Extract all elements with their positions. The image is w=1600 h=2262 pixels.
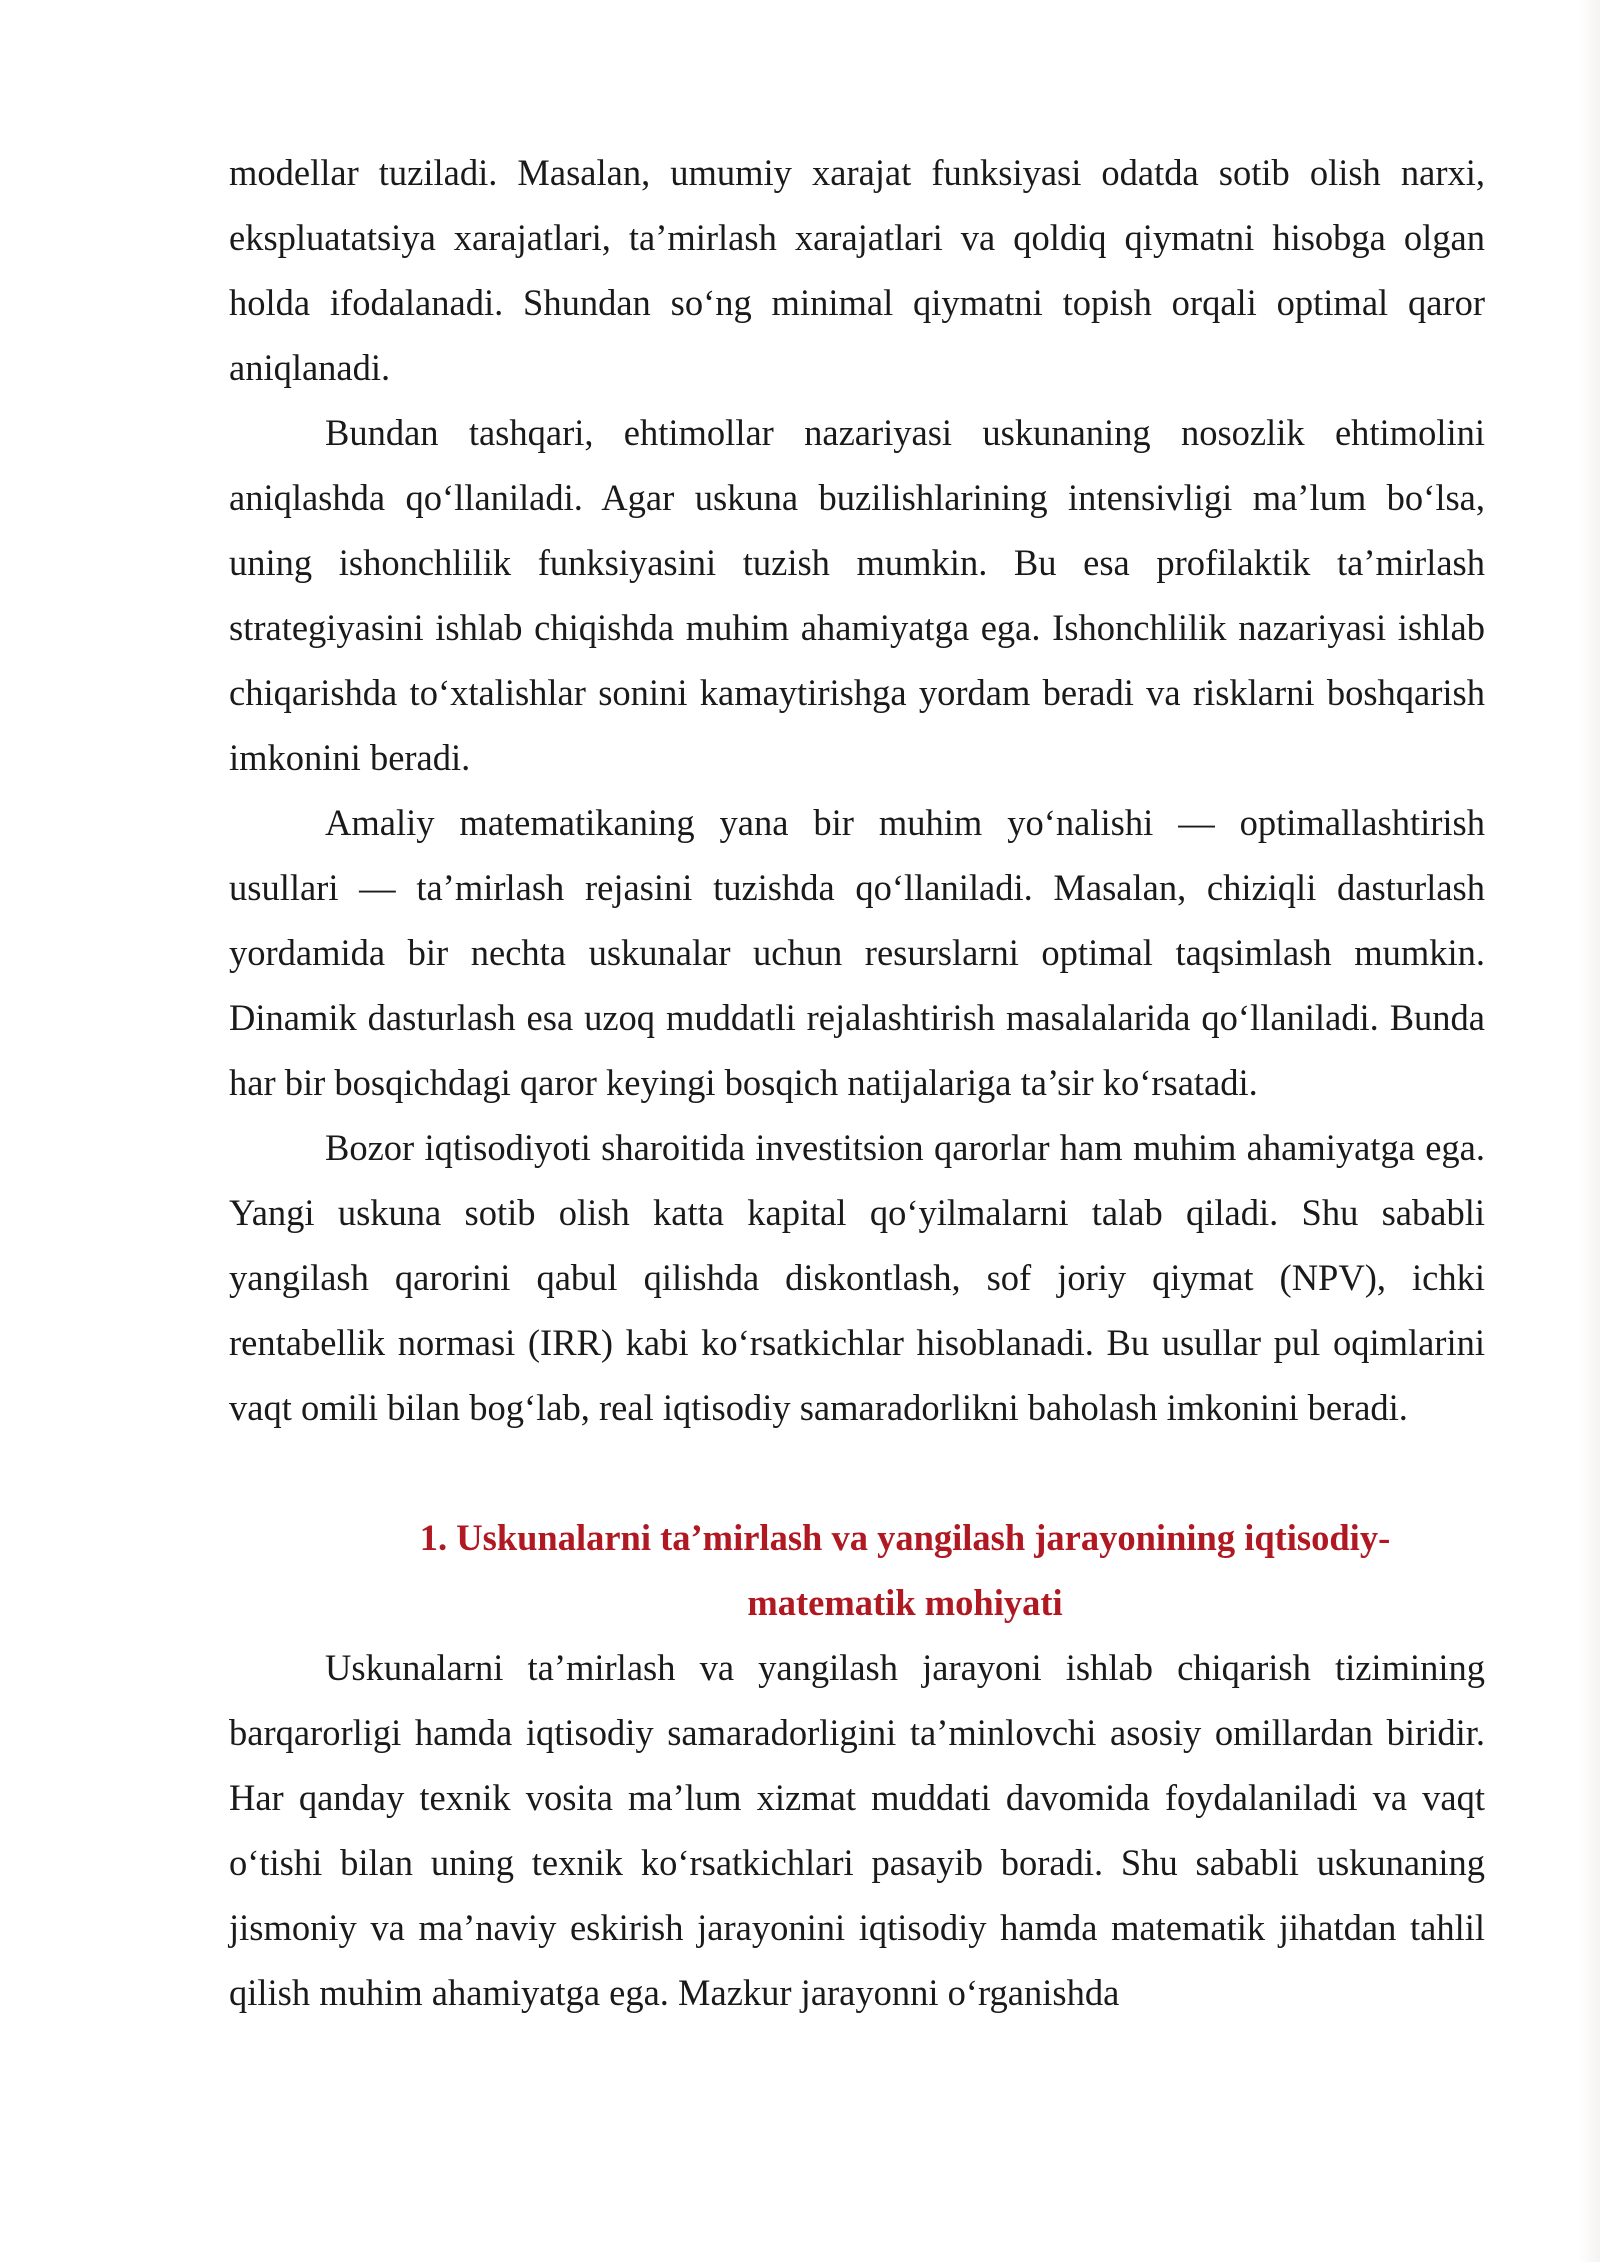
section-heading-line-1: 1. Uskunalarni ta’mirlash va yangilash jarayonining iqtisodiy- <box>419 1517 1391 1558</box>
paragraph-investment-decisions: Bozor iqtisodiyoti sharoitida investitsion qarorlar ham muhim ahamiyatga ega. Yangi uskuna sotib olish katta kapital qo‘yilmalarni talab qiladi. Shu sababli yangilash qarorini qabul qilishda diskontlash, sof joriy qiymat (NPV), ichki rentabellik normasi (IRR) kabi ko‘rsatkichlar hisoblanadi. Bu usullar pul oqimlarini vaqt omili bilan bog‘lab, real iqtisodiy samaradorlikni baholash imkonini beradi. <box>229 1127 1485 1428</box>
page-edge-shadow <box>1578 0 1600 2262</box>
paragraph-continuation: modellar tuziladi. Masalan, umumiy xarajat funksiyasi odatda sotib olish narxi, ekspluatatsiya xarajatlari, ta’mirlash xarajatlari va qoldiq qiymatni hisobga olgan holda ifodalanadi. Shundan so‘ng minimal qiymatni topish orqali optimal qaror aniqlanadi. <box>229 152 1485 388</box>
paragraph-section-intro: Uskunalarni ta’mirlash va yangilash jarayoni ishlab chiqarish tizimining barqarorligi hamda iqtisodiy samaradorligini ta’minlovchi asosiy omillardan biridir. Har qanday texnik vosita ma’lum xizmat muddati davomida foydalaniladi va vaqt o‘tishi bilan uning texnik ko‘rsatkichlari pasayib boradi. Shu sababli uskunaning jismoniy va ma’naviy eskirish jarayonini iqtisodiy hamda matematik jihatdan tahlil qilish muhim ahamiyatga ega. Mazkur jarayonni o‘rganishda <box>229 1647 1485 2013</box>
document-page <box>229 140 1485 2025</box>
paragraph-optimization-methods: Amaliy matematikaning yana bir muhim yo‘nalishi — optimallashtirish usullari — ta’mirlash rejasini tuzishda qo‘llaniladi. Masalan, chiziqli dasturlash yordamida bir nechta uskunalar uchun resurslarni optimal taqsimlash mumkin. Dinamik dasturlash esa uzoq muddatli rejalashtirish masalalarida qo‘llaniladi. Bunda har bir bosqichdagi qaror keyingi bosqich natijalariga ta’sir ko‘rsatadi. <box>229 802 1485 1103</box>
section-spacer <box>229 1440 1485 1505</box>
section-heading <box>229 1505 1485 1635</box>
section-heading-line-2: matematik mohiyati <box>747 1582 1063 1623</box>
paragraph-probability-theory: Bundan tashqari, ehtimollar nazariyasi uskunaning nosozlik ehtimolini aniqlashda qo‘llaniladi. Agar uskuna buzilishlarining intensivligi ma’lum bo‘lsa, uning ishonchlilik funksiyasini tuzish mumkin. Bu esa profilaktik ta’mirlash strategiyasini ishlab chiqishda muhim ahamiyatga ega. Ishonchlilik nazariyasi ishlab chiqarishda to‘xtalishlar sonini kamaytirishga yordam beradi va risklarni boshqarish imkonini beradi. <box>229 412 1485 778</box>
